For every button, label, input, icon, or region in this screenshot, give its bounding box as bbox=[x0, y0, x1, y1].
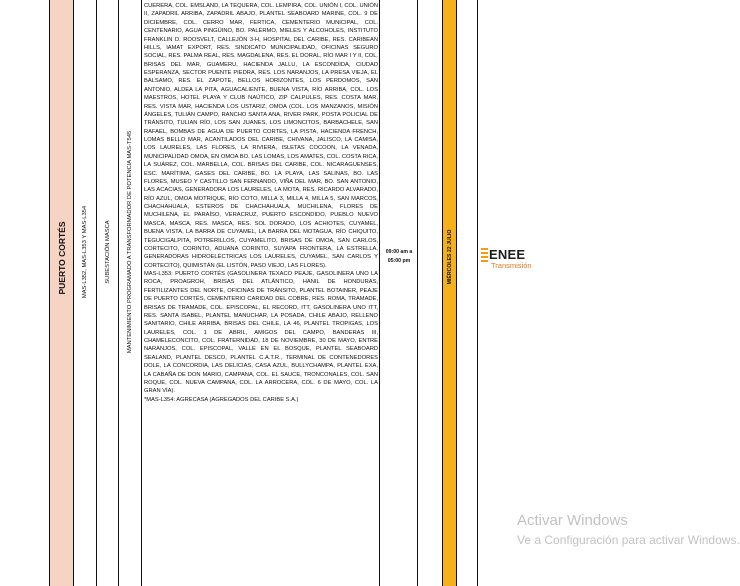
watermark-title: Activar Windows bbox=[517, 512, 628, 529]
enee-logo-name: ENEE bbox=[489, 247, 526, 262]
department-cell bbox=[50, 0, 74, 586]
schedule-cell bbox=[380, 0, 418, 586]
areas-paragraph-l353: MAS-L353: PUERTO CORTÉS (GASOLINERA TEXACO PEAJE, GASOLINERA UNO LA ROCA, PROAGROH, BRISAS DEL ATLÁNTICO, HANIL DE HONDURAS, FERTILIZANTES DEL NORTE, OFICINAS DE TRÁNSITO, PLANTEL BOTAINER, PEAJE DE PUERTO CORTÉS, CEMENTERIO CARIDAD DEL COBRE, RES. ROMA, TRAMADE, BRISAS DE TRAMADE, COL. EPISCOPAL, EL RECORD, ITT, GASOLINERA UNO ITT, RES. SANTA ISABEL, PLANTEL MANUCHAR, LA POSADA, CHILE ABAJO, RELLENO SANITARIO, CHILE ARRIBA, BRISAS DEL CHILE, LA 46, PLANTEL TROPIGAS, LOS LAURELES, COL. 1 DE ABRIL, AMIGOS DEL CAMPO, BANDERAS III, CHAMELECONCITO, COL. FRATERNIDAD, 18 DE NOVIEMBRE, 30 DE MAYO, ENTRE NARANJOS, COL. EPISCOPAL, VALLE EN EL BOSQUE, PLANTEL SEABOARD SEALAND, PLANTEL DESCO, PLANTEL C.A.T.R., TERMINAL DE CONTENEDORES DOLE, LA CONCORDIA, LAS DELICIAS, CASA AZUL, BULLYCHAMPA, PLANTEL EXA, LA CABAÑA DE DON MARIO, CAMPANA, COL. EL SAUCE, TRONCONALES, COL. SAN ROQUE, COL. NUEVA CAMPANA, COL. LA ARROCERA, COL. 6 DE MAYO, COL. LA GRAN VÍA). bbox=[144, 271, 378, 395]
empty-column bbox=[0, 0, 50, 586]
enee-logo-subtitle: Transmisión bbox=[491, 261, 532, 270]
areas-paragraph-l352: CUERERA, COL. EMSLAND, LA TEQUERA, COL. LEMPIRA, COL. UNIÓN I, COL. UNIÓN II, ZAPADRIL ARRIBA, ZAPADRIL ABAJO, PLANTEL SEABOARD MARINE, COL. 9 DE DICIEMBRE, COL. CERRO MAR, FERTICA, CEMENTERIO MUNICIPAL, COL. CENTENARIO, AGUA PINGÜINO, BO. PALERMO, MIELES Y ALCOHOLES, INSTITUTO FRANKLIN D. ROOSVELT, CALLEJÓN 3-H, HOSPITAL DEL CARIBE, RES. CARIBEAN HILLS, IAMAT EXPORT, RES. SINDICATO MUNICIPALIDAD, OFICINAS SEGURO SOCIAL, RES. PALMA REAL, RES. MAGDALENA, RES. EL DORAL, RÍO MAR I Y II, COL. BRISAS DEL MAR, GUAMERU, HACIENDA JALLU, LA ESCONDIDA, CIUDAD ESPERANZA, SECTOR PUENTE PIEDRA, RES. LOS NARANJOS, LA PRESA VIEJA, EL BALSAMO, RES. EL ZAPOTE, BELLOS HORIZONTES, LOS PERDOMOS, SAN ANTONIO, ALDEA LA PITA, AGUACALIENTE, BUENA VISTA, RÍO ARRIBA, COL. LOS MAESTROS, HOTEL PLAYA Y CLUB NAÚTICO, ZIP CALPULES, RES. COSTA MAR, RES. VISTA MAR, HACIENDA LOS USTARIZ, OMOA (COL. LOS MANZANOS, MISIÓN ÁNGELES, TULIÁN CAMPO, RANCHO SANTA ANA, RIVER PARK, POSTA POLICIAL DE TRÁNSITO, TULIAN RÍO, LOS SAN JUANES, LOS LIMONCITOS, BARBACHELE, SAN RAFAEL, BOMBAS DE AGUA DE PUERTO CORTES, LA PISTA, HACIENDA FRENCH, LOMAS BELLO MAR, ACANTILADOS DEL CARIBE, CHIVANA, JALISCO, LA CAMISA, LOS LAURELES, LAS FLORES, LA RIVIERA, ISLETAS COCOON, LA VENADA, MUNICIPALIDAD OMOA, EN OMOA BO. LAS LOMAS, LOS AMATES, COL. COSTA RICA, LA SUÁREZ, COL. MARBELLA, COL. BRISAS DEL CARIBE, COL. NICARAGUENSES, ESC. MARÍTIMA, GASES DEL CARIBE, BO. LA PLAYA, LAS SALINAS, BO. LAS FLORES, MUSEO Y CASTILLO SAN FERNANDO, VIÑA DEL MAR, BO. SAN ANTONIO, LAS ACACIAS, GENERADORA LOS LAURELES, LA MOTA, RES. RICARDO ALVARADO, RÍO AZUL, OMOA MOTRIQUE, RÍO COTO, MILLA 3, MILLA 4, MILLA 5, SAN MARCOS, CHACHAHUALA, ESTEROS DE CHACHAHUALA, MUCHILENA, FLORES DE MUCHILENA, EL PARAÍSO, VERACRUZ, PUERTO ESCONDIDO, PUEBLO NUEVO MASCA, MASCA, RES. MASCA, RES. SOL DORADO, LOS ACHIOTES, CUYAMEL, BUENA VISTA, LA BARRA DE CUYAMEL, LA BARRA DEL MOTAGUA, RÍO CHIQUITO, TEGUCIGALPITA, POTRERILLOS, CUYAMELITO, BRISAS DE OMOA, SAN CARLOS, CORTECITO, CORINTO, ADUANA CORINTO, SUYAPA FRONTERA, LA ESTRELLA, GENERADORAS HIDROELÉCTRICAS LOS LAURELES, CUYAMEL, SAN CARLOS Y CORTECITO), QUIMISTÁN (EL LISTÓN, PASO VIEJO, LAS FLORES). bbox=[144, 3, 378, 269]
schedule-text bbox=[381, 248, 417, 266]
work-description-cell bbox=[119, 0, 142, 586]
enee-logo-mark-icon bbox=[480, 248, 489, 262]
substation-label: SUBESTACIÓN MASCA bbox=[104, 220, 111, 284]
enee-logo bbox=[480, 246, 611, 270]
work-description-label: MANTENIMIENTO PROGRAMADO A TRANSFORMADOR DE POTENCIA MAS-T545 bbox=[127, 130, 133, 354]
empty-column-3 bbox=[457, 0, 478, 586]
areas-paragraph-l354: *MAS-L354: AGRECASA (AGREGADOS DEL CARIBE S.A.) bbox=[144, 396, 299, 403]
affected-areas-cell bbox=[142, 0, 380, 586]
time-end: 05:00 pm bbox=[387, 258, 411, 264]
circuits-cell bbox=[74, 0, 97, 586]
substation-cell bbox=[97, 0, 119, 586]
date-cell bbox=[443, 0, 457, 586]
watermark-subtitle: Ve a Configuración para activar Windows. bbox=[517, 533, 740, 547]
activate-windows-watermark bbox=[517, 512, 740, 548]
affected-areas-text bbox=[144, 2, 378, 404]
circuits-label: MAS-L352, MAS-L353 Y MAS-L354 bbox=[82, 205, 88, 299]
empty-column-2 bbox=[418, 0, 443, 586]
date-label: MIÉRCOLES 22 JULIO bbox=[446, 229, 453, 285]
time-start: 09:00 am a bbox=[385, 249, 413, 255]
department-label: PUERTO CORTÉS bbox=[56, 221, 67, 295]
